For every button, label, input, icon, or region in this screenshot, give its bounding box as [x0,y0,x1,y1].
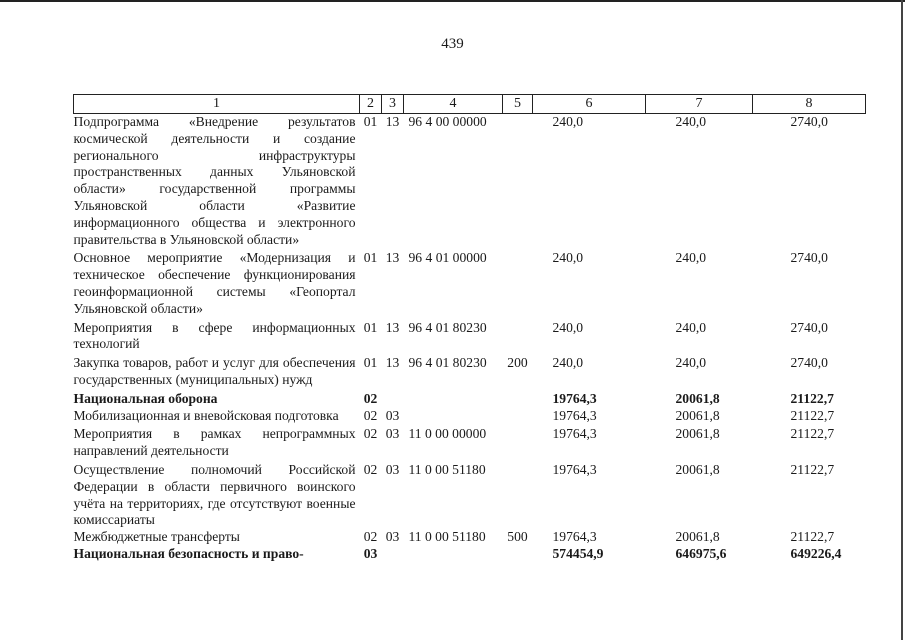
row-target-article-code: 11 0 00 00000 [408,426,487,442]
table-row [74,389,866,408]
row-subsection-code [382,389,404,408]
row-amount-year2: 240,0 [675,319,707,335]
row-section-code: 01 [363,355,378,371]
table-row [74,318,866,354]
row-amount-year2: 240,0 [675,114,707,129]
row-amount-year3: 2740,0 [790,250,828,266]
row-name: Осуществление полномочий Российской Федерации в области первичного воинского учёта на территориях, где отсутствуют военные комиссариаты [73,461,356,528]
table-row [74,408,866,425]
row-amount-year1: 19764,3 [552,426,597,442]
table-row [74,529,866,546]
budget-table [73,94,866,563]
row-amount-year3: 2740,0 [790,319,828,335]
column-header: 1 [74,95,360,114]
column-header: 6 [533,95,646,114]
row-target-article-code [404,546,503,563]
row-subsection-code: 03 [385,407,400,423]
row-section-code: 02 [363,426,378,442]
row-section-code: 01 [363,319,378,335]
row-target-article-code [404,389,503,408]
row-amount-year1: 19764,3 [552,529,597,545]
row-name: Основное мероприятие «Модернизация и техническое обеспечение функционирования геоинформационной системы «Геопортал Ульяновской области» [73,250,356,316]
row-amount-year2: 20061,8 [675,426,720,442]
row-amount-year2: 20061,8 [675,407,720,423]
row-section-code: 02 [363,390,378,406]
row-section-code: 02 [363,529,378,545]
row-amount-year1: 19764,3 [552,461,597,477]
row-expense-type-code [503,114,533,249]
row-amount-year3: 2740,0 [790,114,828,129]
row-name: Межбюджетные трансферты [73,529,240,545]
table-row [74,353,866,389]
row-expense-type-code: 500 [507,529,528,545]
row-subsection-code: 03 [385,529,400,545]
row-section-code: 02 [363,407,378,423]
row-amount-year3: 21122,7 [790,426,835,442]
row-amount-year1: 19764,3 [552,390,597,406]
row-subsection-code: 13 [385,319,400,335]
row-name: Национальная безопасность и право- [73,545,304,561]
row-amount-year3: 2740,0 [790,355,828,371]
table-row [74,424,866,460]
table-row [74,248,866,317]
column-header: 4 [404,95,503,114]
row-subsection-code: 13 [385,355,400,371]
row-amount-year2: 240,0 [675,250,707,266]
row-target-article-code: 96 4 01 00000 [408,250,487,266]
page-frame-right [901,0,903,640]
row-amount-year1: 574454,9 [552,545,604,561]
row-amount-year1: 240,0 [552,114,584,129]
row-amount-year3: 21122,7 [790,390,834,406]
row-amount-year2: 240,0 [675,355,707,371]
row-amount-year2: 20061,8 [675,390,720,406]
row-name: Мероприятия в сфере информационных технологий [73,319,356,352]
column-header: 7 [646,95,753,114]
row-expense-type-code [503,318,533,354]
row-expense-type-code [503,389,533,408]
row-amount-year3: 21122,7 [790,407,835,423]
column-header: 8 [753,95,866,114]
row-name: Закупка товаров, работ и услуг для обеспечения государственных (муниципальных) нужд [73,355,356,387]
row-target-article-code: 96 4 01 80230 [408,319,487,335]
row-target-article-code [404,408,503,425]
row-name: Национальная оборона [73,390,218,406]
column-header: 5 [503,95,533,114]
row-expense-type-code [503,408,533,425]
row-name: Мероприятия в рамках непрограммных направлений деятельности [73,426,356,459]
row-amount-year3: 649226,4 [790,545,842,561]
row-subsection-code: 13 [385,114,400,129]
row-subsection-code [382,546,404,563]
table-row [74,546,866,563]
row-name: Подпрограмма «Внедрение результатов космической деятельности и создание регионального инфраструктуры пространственных данных Ульяновской области» государственной программы Ульяновской области «Развитие информационного общества и электронного правительства в Ульяновской области» [73,114,356,247]
row-expense-type-code: 200 [507,355,528,371]
row-expense-type-code [503,248,533,317]
row-subsection-code: 03 [385,426,400,442]
row-amount-year1: 240,0 [552,250,584,266]
row-section-code: 01 [363,114,378,129]
row-section-code: 01 [363,250,378,266]
column-header: 2 [360,95,382,114]
row-amount-year2: 20061,8 [675,461,720,477]
row-target-article-code: 11 0 00 51180 [408,529,486,545]
table-row [74,114,866,249]
column-header: 3 [382,95,404,114]
row-amount-year1: 240,0 [552,319,584,335]
row-amount-year1: 19764,3 [552,407,597,423]
row-amount-year1: 240,0 [552,355,584,371]
row-amount-year3: 21122,7 [790,461,835,477]
row-section-code: 02 [363,461,378,477]
row-subsection-code: 03 [385,461,400,477]
page-frame-top [0,0,905,2]
row-target-article-code: 96 4 00 00000 [408,114,487,129]
row-target-article-code: 96 4 01 80230 [408,355,487,371]
row-expense-type-code [503,424,533,460]
row-subsection-code: 13 [385,250,400,266]
table-row [74,460,866,529]
row-expense-type-code [503,460,533,529]
page-number: 439 [441,36,464,52]
row-name: Мобилизационная и вневойсковая подготовка [73,407,339,423]
row-target-article-code: 11 0 00 51180 [408,461,486,477]
row-amount-year2: 646975,6 [675,545,727,561]
header-row [74,95,866,114]
row-expense-type-code [503,546,533,563]
row-amount-year2: 20061,8 [675,529,720,545]
row-amount-year3: 21122,7 [790,529,835,545]
row-section-code: 03 [363,545,378,561]
